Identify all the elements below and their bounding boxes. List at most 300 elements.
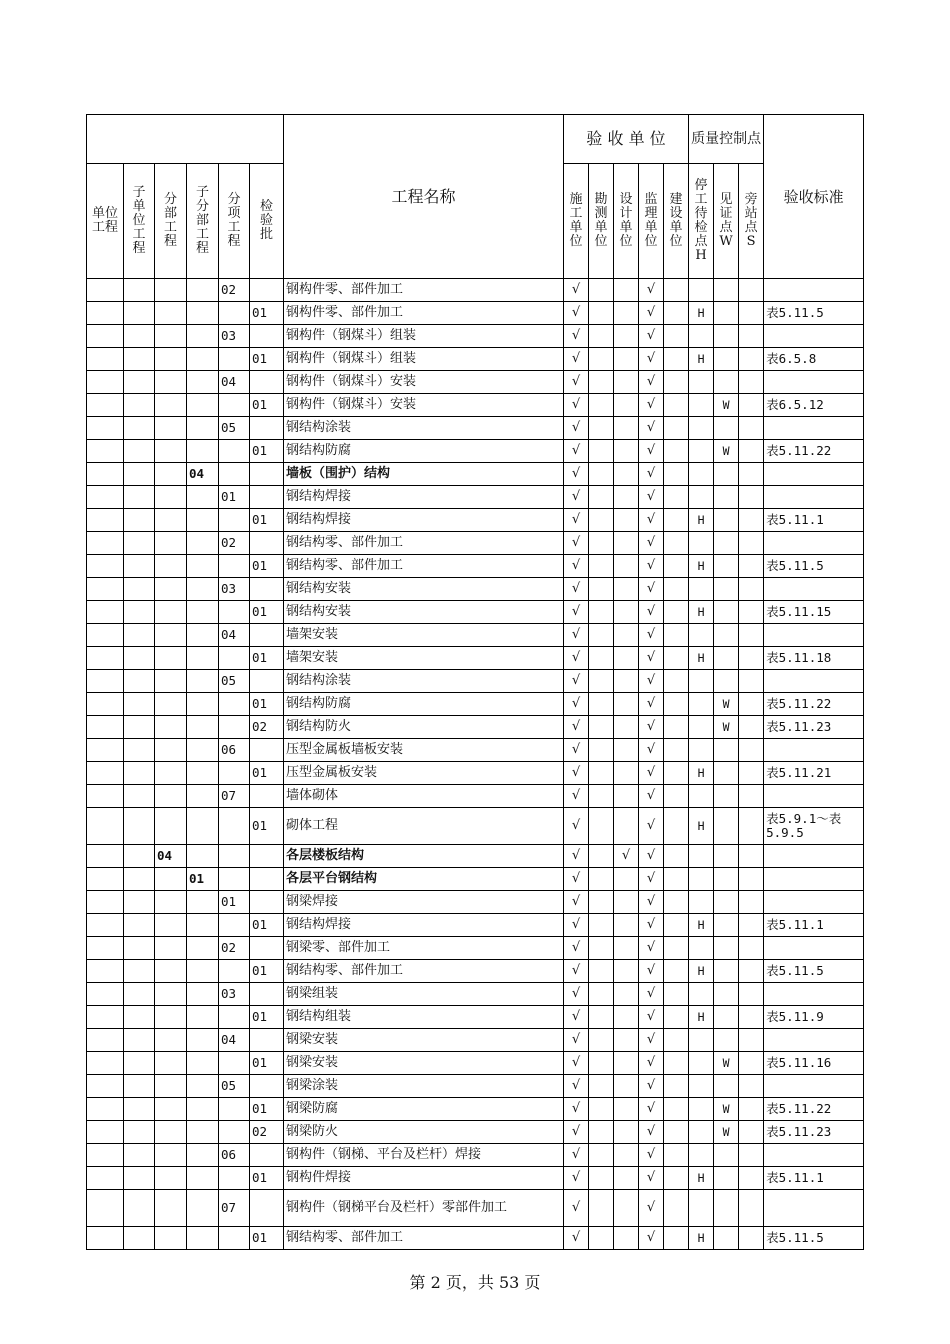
division-code-cell: [155, 937, 187, 960]
project-name-cell: 钢结构焊接: [284, 509, 564, 532]
unit-project-cell: [87, 1029, 124, 1052]
supervision-check-cell: √: [639, 693, 664, 716]
unit-project-cell: [87, 1144, 124, 1167]
design-check-cell: [614, 716, 639, 739]
division-code-cell: [155, 670, 187, 693]
standby-point-cell: [739, 509, 764, 532]
design-check-cell: [614, 739, 639, 762]
inspection-lot-code-cell: [250, 868, 284, 891]
design-check-cell: [614, 960, 639, 983]
project-name-cell: 钢构件零、部件加工: [284, 302, 564, 325]
supervision-check-cell: √: [639, 1052, 664, 1075]
owner-check-cell: [664, 937, 689, 960]
sub-unit-project-cell: [124, 1167, 155, 1190]
design-check-cell: [614, 983, 639, 1006]
unit-project-cell: [87, 1075, 124, 1098]
sub-unit-project-cell: [124, 1029, 155, 1052]
sub-unit-project-cell: [124, 960, 155, 983]
header-witness-point: 见证点W: [714, 164, 739, 279]
inspection-lot-code-cell: [250, 578, 284, 601]
project-name-cell: 钢结构焊接: [284, 486, 564, 509]
project-name-cell: 钢梁防火: [284, 1121, 564, 1144]
inspection-lot-code-cell: [250, 1190, 284, 1227]
acceptance-standard-cell: 表5.11.1: [764, 1167, 864, 1190]
project-name-cell: 钢构件（钢梯平台及栏杆）零部件加工: [284, 1190, 564, 1227]
hold-point-cell: H: [689, 509, 714, 532]
sub-division-code-cell: [187, 348, 219, 371]
project-name-cell: 各层平台钢结构: [284, 868, 564, 891]
item-code-cell: [219, 716, 250, 739]
item-code-cell: [219, 762, 250, 785]
sub-division-code-cell: [187, 325, 219, 348]
header-survey-unit: 勘测单位: [589, 164, 614, 279]
design-check-cell: [614, 279, 639, 302]
division-code-cell: [155, 371, 187, 394]
witness-point-cell: [714, 624, 739, 647]
witness-point-cell: [714, 983, 739, 1006]
inspection-lot-code-cell: 01: [250, 960, 284, 983]
owner-check-cell: [664, 891, 689, 914]
acceptance-standard-cell: 表5.11.23: [764, 1121, 864, 1144]
acceptance-standard-cell: 表5.11.5: [764, 302, 864, 325]
design-check-cell: [614, 891, 639, 914]
table-row: [87, 371, 864, 394]
sub-unit-project-cell: [124, 486, 155, 509]
supervision-check-cell: √: [639, 670, 664, 693]
table-row: [87, 1121, 864, 1144]
survey-check-cell: [589, 693, 614, 716]
supervision-check-cell: √: [639, 532, 664, 555]
hold-point-cell: [689, 693, 714, 716]
sub-division-code-cell: [187, 417, 219, 440]
standby-point-cell: [739, 670, 764, 693]
inspection-lot-code-cell: [250, 891, 284, 914]
table-row: [87, 325, 864, 348]
survey-check-cell: [589, 1098, 614, 1121]
hold-point-cell: [689, 1075, 714, 1098]
header-owner-unit: 建设单位: [664, 164, 689, 279]
supervision-check-cell: √: [639, 1098, 664, 1121]
sub-division-code-cell: [187, 762, 219, 785]
division-code-cell: [155, 578, 187, 601]
construction-check-cell: √: [564, 440, 589, 463]
hold-point-cell: H: [689, 348, 714, 371]
owner-check-cell: [664, 348, 689, 371]
sub-division-code-cell: [187, 983, 219, 1006]
inspection-lot-code-cell: 01: [250, 302, 284, 325]
construction-check-cell: √: [564, 371, 589, 394]
survey-check-cell: [589, 891, 614, 914]
survey-check-cell: [589, 670, 614, 693]
owner-check-cell: [664, 624, 689, 647]
supervision-check-cell: √: [639, 1006, 664, 1029]
owner-check-cell: [664, 325, 689, 348]
owner-check-cell: [664, 960, 689, 983]
item-code-cell: 06: [219, 739, 250, 762]
construction-check-cell: √: [564, 739, 589, 762]
design-check-cell: [614, 371, 639, 394]
division-code-cell: 04: [155, 845, 187, 868]
project-name-cell: 钢构件（钢煤斗）安装: [284, 394, 564, 417]
project-name-cell: 钢结构防火: [284, 716, 564, 739]
acceptance-standard-cell: [764, 739, 864, 762]
division-code-cell: [155, 808, 187, 845]
standby-point-cell: [739, 1052, 764, 1075]
project-name-cell: 压型金属板墙板安装: [284, 739, 564, 762]
header-standby-point: 旁站点S: [739, 164, 764, 279]
construction-check-cell: √: [564, 486, 589, 509]
unit-project-cell: [87, 693, 124, 716]
owner-check-cell: [664, 693, 689, 716]
unit-project-cell: [87, 532, 124, 555]
sub-unit-project-cell: [124, 1121, 155, 1144]
construction-check-cell: √: [564, 868, 589, 891]
design-check-cell: [614, 785, 639, 808]
unit-project-cell: [87, 1190, 124, 1227]
owner-check-cell: [664, 486, 689, 509]
table-row: [87, 348, 864, 371]
table-row: [87, 279, 864, 302]
unit-project-cell: [87, 914, 124, 937]
design-check-cell: [614, 937, 639, 960]
standby-point-cell: [739, 463, 764, 486]
header-blank: [87, 115, 284, 164]
design-check-cell: [614, 348, 639, 371]
sub-division-code-cell: [187, 1190, 219, 1227]
standby-point-cell: [739, 1029, 764, 1052]
item-code-cell: [219, 960, 250, 983]
sub-unit-project-cell: [124, 555, 155, 578]
table-row: [87, 960, 864, 983]
standby-point-cell: [739, 1075, 764, 1098]
item-code-cell: 04: [219, 371, 250, 394]
table-row: [87, 1052, 864, 1075]
unit-project-cell: [87, 624, 124, 647]
division-code-cell: [155, 1098, 187, 1121]
inspection-lot-code-cell: 01: [250, 601, 284, 624]
sub-unit-project-cell: [124, 417, 155, 440]
supervision-check-cell: √: [639, 983, 664, 1006]
hold-point-cell: [689, 983, 714, 1006]
owner-check-cell: [664, 868, 689, 891]
item-code-cell: 01: [219, 891, 250, 914]
table-row: [87, 693, 864, 716]
table-row: [87, 762, 864, 785]
project-name-cell: 钢结构零、部件加工: [284, 555, 564, 578]
standby-point-cell: [739, 1167, 764, 1190]
hold-point-cell: H: [689, 960, 714, 983]
item-code-cell: [219, 463, 250, 486]
design-check-cell: [614, 394, 639, 417]
supervision-check-cell: √: [639, 1144, 664, 1167]
header-quality-control-points: 质量控制点: [689, 115, 764, 164]
acceptance-standard-cell: [764, 1190, 864, 1227]
owner-check-cell: [664, 914, 689, 937]
table-row: [87, 1227, 864, 1250]
unit-project-cell: [87, 1052, 124, 1075]
hold-point-cell: H: [689, 647, 714, 670]
table-row: [87, 1144, 864, 1167]
unit-project-cell: [87, 960, 124, 983]
construction-check-cell: √: [564, 960, 589, 983]
sub-division-code-cell: [187, 578, 219, 601]
item-code-cell: [219, 394, 250, 417]
project-name-cell: 钢构件焊接: [284, 1167, 564, 1190]
construction-check-cell: √: [564, 914, 589, 937]
acceptance-standard-cell: [764, 891, 864, 914]
owner-check-cell: [664, 302, 689, 325]
survey-check-cell: [589, 1006, 614, 1029]
inspection-lot-code-cell: [250, 1029, 284, 1052]
sub-unit-project-cell: [124, 1190, 155, 1227]
witness-point-cell: [714, 937, 739, 960]
project-name-cell: 钢结构零、部件加工: [284, 532, 564, 555]
division-code-cell: [155, 325, 187, 348]
unit-project-cell: [87, 845, 124, 868]
item-code-cell: [219, 555, 250, 578]
item-code-cell: 02: [219, 532, 250, 555]
unit-project-cell: [87, 868, 124, 891]
division-code-cell: [155, 693, 187, 716]
supervision-check-cell: √: [639, 624, 664, 647]
project-name-cell: 各层楼板结构: [284, 845, 564, 868]
design-check-cell: [614, 325, 639, 348]
division-code-cell: [155, 891, 187, 914]
sub-unit-project-cell: [124, 1227, 155, 1250]
inspection-lot-code-cell: 01: [250, 394, 284, 417]
unit-project-cell: [87, 279, 124, 302]
standby-point-cell: [739, 716, 764, 739]
sub-division-code-cell: [187, 670, 219, 693]
project-name-cell: 钢梁安装: [284, 1052, 564, 1075]
header-construction-unit: 施工单位: [564, 164, 589, 279]
project-name-cell: 钢构件（钢煤斗）安装: [284, 371, 564, 394]
design-check-cell: [614, 914, 639, 937]
division-code-cell: [155, 1075, 187, 1098]
project-name-cell: 钢结构焊接: [284, 914, 564, 937]
survey-check-cell: [589, 1052, 614, 1075]
sub-division-code-cell: [187, 716, 219, 739]
witness-point-cell: [714, 509, 739, 532]
acceptance-standard-cell: 表5.11.1: [764, 914, 864, 937]
witness-point-cell: W: [714, 394, 739, 417]
table-row: [87, 509, 864, 532]
project-name-cell: 压型金属板安装: [284, 762, 564, 785]
sub-unit-project-cell: [124, 509, 155, 532]
supervision-check-cell: √: [639, 440, 664, 463]
project-name-cell: 钢梁涂装: [284, 1075, 564, 1098]
hold-point-cell: [689, 440, 714, 463]
acceptance-standard-cell: [764, 937, 864, 960]
hold-point-cell: H: [689, 601, 714, 624]
project-name-cell: 砌体工程: [284, 808, 564, 845]
hold-point-cell: [689, 371, 714, 394]
witness-point-cell: [714, 960, 739, 983]
supervision-check-cell: √: [639, 647, 664, 670]
acceptance-standard-cell: 表5.11.22: [764, 440, 864, 463]
sub-division-code-cell: [187, 532, 219, 555]
division-code-cell: [155, 555, 187, 578]
table-row: [87, 647, 864, 670]
sub-unit-project-cell: [124, 716, 155, 739]
acceptance-standard-cell: 表5.11.23: [764, 716, 864, 739]
table-row: [87, 914, 864, 937]
supervision-check-cell: √: [639, 1029, 664, 1052]
acceptance-standard-cell: [764, 578, 864, 601]
survey-check-cell: [589, 532, 614, 555]
supervision-check-cell: √: [639, 509, 664, 532]
hold-point-cell: [689, 1144, 714, 1167]
construction-check-cell: √: [564, 578, 589, 601]
header-project-name: 工程名称: [284, 115, 564, 279]
sub-division-code-cell: [187, 302, 219, 325]
sub-unit-project-cell: [124, 983, 155, 1006]
sub-division-code-cell: [187, 808, 219, 845]
acceptance-standard-cell: 表5.11.1: [764, 509, 864, 532]
design-check-cell: [614, 509, 639, 532]
sub-unit-project-cell: [124, 808, 155, 845]
unit-project-cell: [87, 601, 124, 624]
division-code-cell: [155, 1227, 187, 1250]
inspection-lot-code-cell: [250, 937, 284, 960]
inspection-lot-code-cell: [250, 325, 284, 348]
inspection-lot-code-cell: 01: [250, 1098, 284, 1121]
table-row: [87, 578, 864, 601]
sub-division-code-cell: [187, 1052, 219, 1075]
unit-project-cell: [87, 762, 124, 785]
unit-project-cell: [87, 716, 124, 739]
sub-division-code-cell: 04: [187, 463, 219, 486]
supervision-check-cell: √: [639, 785, 664, 808]
survey-check-cell: [589, 371, 614, 394]
design-check-cell: [614, 532, 639, 555]
table-row: [87, 1075, 864, 1098]
witness-point-cell: [714, 1006, 739, 1029]
header-design-unit: 设计单位: [614, 164, 639, 279]
witness-point-cell: [714, 785, 739, 808]
witness-point-cell: [714, 670, 739, 693]
acceptance-standard-cell: 表5.11.15: [764, 601, 864, 624]
inspection-lot-code-cell: [250, 670, 284, 693]
unit-project-cell: [87, 983, 124, 1006]
division-code-cell: [155, 348, 187, 371]
survey-check-cell: [589, 509, 614, 532]
design-check-cell: [614, 302, 639, 325]
standby-point-cell: [739, 1144, 764, 1167]
sub-division-code-cell: [187, 394, 219, 417]
sub-division-code-cell: [187, 1144, 219, 1167]
construction-check-cell: √: [564, 647, 589, 670]
table-row: [87, 891, 864, 914]
table-row: [87, 601, 864, 624]
acceptance-standard-cell: 表5.9.1～表5.9.5: [764, 808, 864, 845]
standby-point-cell: [739, 960, 764, 983]
construction-check-cell: √: [564, 693, 589, 716]
inspection-lot-code-cell: [250, 983, 284, 1006]
division-code-cell: [155, 601, 187, 624]
owner-check-cell: [664, 1144, 689, 1167]
unit-project-cell: [87, 937, 124, 960]
standby-point-cell: [739, 371, 764, 394]
sub-unit-project-cell: [124, 937, 155, 960]
unit-project-cell: [87, 394, 124, 417]
hold-point-cell: [689, 1029, 714, 1052]
item-code-cell: 03: [219, 983, 250, 1006]
construction-check-cell: √: [564, 785, 589, 808]
acceptance-standard-cell: 表5.11.9: [764, 1006, 864, 1029]
owner-check-cell: [664, 279, 689, 302]
inspection-lot-code-cell: 01: [250, 647, 284, 670]
sub-division-code-cell: [187, 1075, 219, 1098]
table-row: [87, 983, 864, 1006]
construction-check-cell: √: [564, 937, 589, 960]
owner-check-cell: [664, 1052, 689, 1075]
inspection-lot-code-cell: 02: [250, 716, 284, 739]
division-code-cell: [155, 1190, 187, 1227]
design-check-cell: [614, 647, 639, 670]
sub-division-code-cell: 01: [187, 868, 219, 891]
acceptance-standard-cell: 表6.5.8: [764, 348, 864, 371]
hold-point-cell: [689, 486, 714, 509]
standby-point-cell: [739, 891, 764, 914]
item-code-cell: [219, 845, 250, 868]
design-check-cell: √: [614, 845, 639, 868]
header-acceptance-units: 验 收 单 位: [564, 115, 689, 164]
hold-point-cell: H: [689, 1006, 714, 1029]
acceptance-standard-cell: [764, 670, 864, 693]
witness-point-cell: [714, 647, 739, 670]
unit-project-cell: [87, 417, 124, 440]
survey-check-cell: [589, 808, 614, 845]
header-division: 分部工程: [155, 164, 187, 279]
owner-check-cell: [664, 1006, 689, 1029]
division-code-cell: [155, 1029, 187, 1052]
construction-check-cell: √: [564, 601, 589, 624]
project-name-cell: 钢结构零、部件加工: [284, 960, 564, 983]
hold-point-cell: [689, 1190, 714, 1227]
survey-check-cell: [589, 486, 614, 509]
item-code-cell: 04: [219, 1029, 250, 1052]
header-item: 分项工程: [219, 164, 250, 279]
hold-point-cell: [689, 670, 714, 693]
owner-check-cell: [664, 845, 689, 868]
division-code-cell: [155, 868, 187, 891]
project-name-cell: 钢梁组装: [284, 983, 564, 1006]
project-name-cell: 钢结构安装: [284, 578, 564, 601]
witness-point-cell: [714, 1075, 739, 1098]
division-code-cell: [155, 279, 187, 302]
table-row: [87, 937, 864, 960]
standby-point-cell: [739, 624, 764, 647]
acceptance-standard-cell: [764, 624, 864, 647]
supervision-check-cell: √: [639, 325, 664, 348]
acceptance-standard-cell: [764, 463, 864, 486]
witness-point-cell: [714, 739, 739, 762]
unit-project-cell: [87, 555, 124, 578]
division-code-cell: [155, 624, 187, 647]
hold-point-cell: [689, 532, 714, 555]
unit-project-cell: [87, 1167, 124, 1190]
division-code-cell: [155, 486, 187, 509]
sub-division-code-cell: [187, 1006, 219, 1029]
project-name-cell: 钢结构防腐: [284, 693, 564, 716]
header-hold-point: 停工待检点H: [689, 164, 714, 279]
survey-check-cell: [589, 279, 614, 302]
inspection-lot-code-cell: 01: [250, 762, 284, 785]
standby-point-cell: [739, 279, 764, 302]
survey-check-cell: [589, 578, 614, 601]
hold-point-cell: [689, 463, 714, 486]
